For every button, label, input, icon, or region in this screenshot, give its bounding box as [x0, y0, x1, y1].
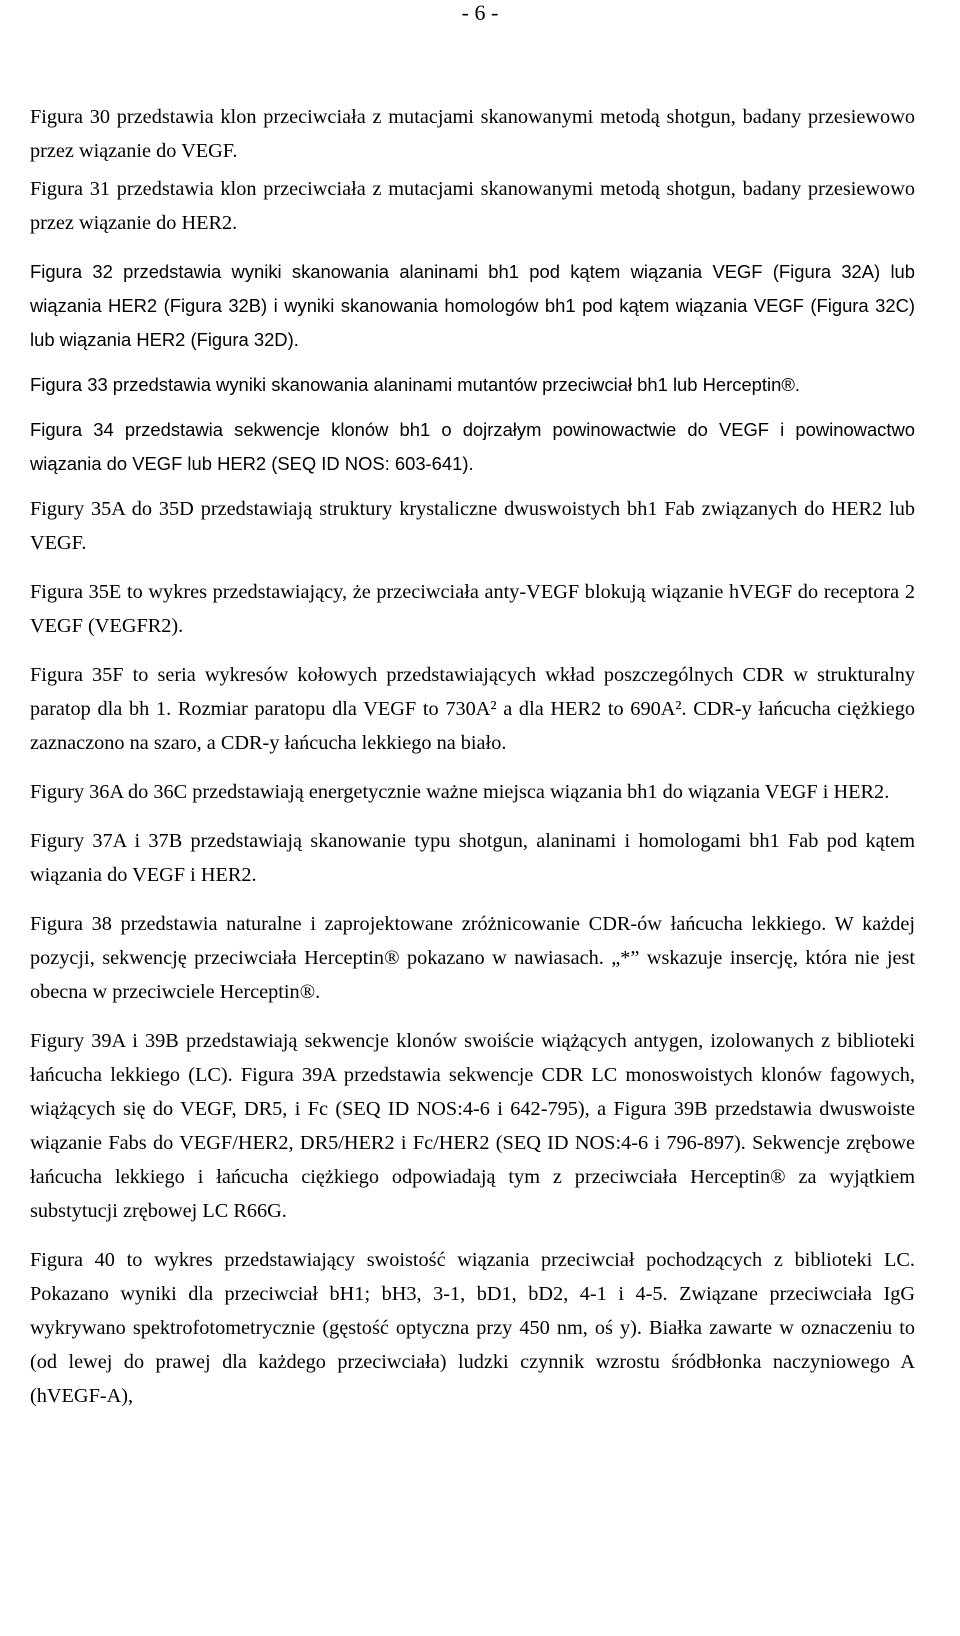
paragraph-figure-33: Figura 33 przedstawia wyniki skanowania alaninami mutantów przeciwciał bh1 lub Herceptin®. [30, 374, 800, 395]
paragraph-figure-30: Figura 30 przedstawia klon przeciwciała z mutacjami skanowanymi metodą shotgun, badany przesiewowo przez wiązanie do VEGF. [30, 106, 915, 162]
page-number: - 6 - [461, 0, 499, 25]
paragraph-figure-36: Figury 36A do 36C przedstawiają energetycznie ważne miejsca wiązania bh1 do wiązania VEGF i HER2. [30, 781, 890, 803]
paragraph-figure-39: Figury 39A i 39B przedstawiają sekwencje klonów swoiście wiążących antygen, izolowanych z biblioteki łańcucha lekkiego (LC). Figura 39A przedstawia sekwencje CDR LC monoswoistych klonów fagowych, wiążących się do VEGF, DR5, i Fc (SEQ ID NOS:4-6 i 642-795), a Figura 39B przedstawia dwuswoiste wiązanie Fabs do VEGF/HER2, DR5/HER2 i Fc/HER2 (SEQ ID NOS:4-6 i 796-897). Sekwencje zrębowe łańcucha lekkiego i łańcucha ciężkiego odpowiadają tym z przeciwciała Herceptin® za wyjątkiem substytucji zrębowej LC R66G. [30, 1030, 915, 1222]
paragraph-figure-32: Figura 32 przedstawia wyniki skanowania alaninami bh1 pod kątem wiązania VEGF (Figura 32A) lub wiązania HER2 (Figura 32B) i wyniki skanowania homologów bh1 pod kątem wiązania VEGF (Figura 32C) lub wiązania HER2 (Figura 32D). [30, 261, 915, 350]
paragraph-figure-35f: Figura 35F to seria wykresów kołowych przedstawiających wkład poszczególnych CDR w strukturalny paratop dla bh 1. Rozmiar paratopu dla VEGF to 730A² a dla HER2 to 690A². CDR-y łańcucha ciężkiego zaznaczono na szaro, a CDR-y łańcucha lekkiego na biało. [30, 664, 915, 754]
paragraph-figure-34: Figura 34 przedstawia sekwencje klonów bh1 o dojrzałym powinowactwie do VEGF i powinowactwo wiązania do VEGF lub HER2 (SEQ ID NOS: 603-641). [30, 419, 915, 474]
paragraph-figure-40: Figura 40 to wykres przedstawiający swoistość wiązania przeciwciał pochodzących z biblioteki LC. Pokazano wyniki dla przeciwciał bH1; bH3, 3-1, bD1, bD2, 4-1 i 4-5. Związane przeciwciała IgG wykrywano spektrofotometrycznie (gęstość optyczna przy 450 nm, oś y). Białka zawarte w oznaczeniu to (od lewej do prawej dla każdego przeciwciała) ludzki czynnik wzrostu śródbłonka naczyniowego A (hVEGF-A), [30, 1249, 915, 1407]
paragraph-figure-31: Figura 31 przedstawia klon przeciwciała z mutacjami skanowanymi metodą shotgun, badany przesiewowo przez wiązanie do HER2. [30, 178, 915, 234]
paragraph-figure-37: Figury 37A i 37B przedstawiają skanowanie typu shotgun, alaninami i homologami bh1 Fab pod kątem wiązania do VEGF i HER2. [30, 830, 915, 886]
document-body [30, 100, 915, 1428]
paragraph-figure-38: Figura 38 przedstawia naturalne i zaprojektowane zróżnicowanie CDR-ów łańcucha lekkiego. W każdej pozycji, sekwencję przeciwciała Herceptin® pokazano w nawiasach. „*” wskazuje insercję, która nie jest obecna w przeciwciele Herceptin®. [30, 913, 915, 1003]
paragraph-figure-35a-35d: Figury 35A do 35D przedstawiają struktury krystaliczne dwuswoistych bh1 Fab związanych do HER2 lub VEGF. [30, 498, 915, 554]
paragraph-figure-35e: Figura 35E to wykres przedstawiający, że przeciwciała anty-VEGF blokują wiązanie hVEGF do receptora 2 VEGF (VEGFR2). [30, 581, 915, 637]
